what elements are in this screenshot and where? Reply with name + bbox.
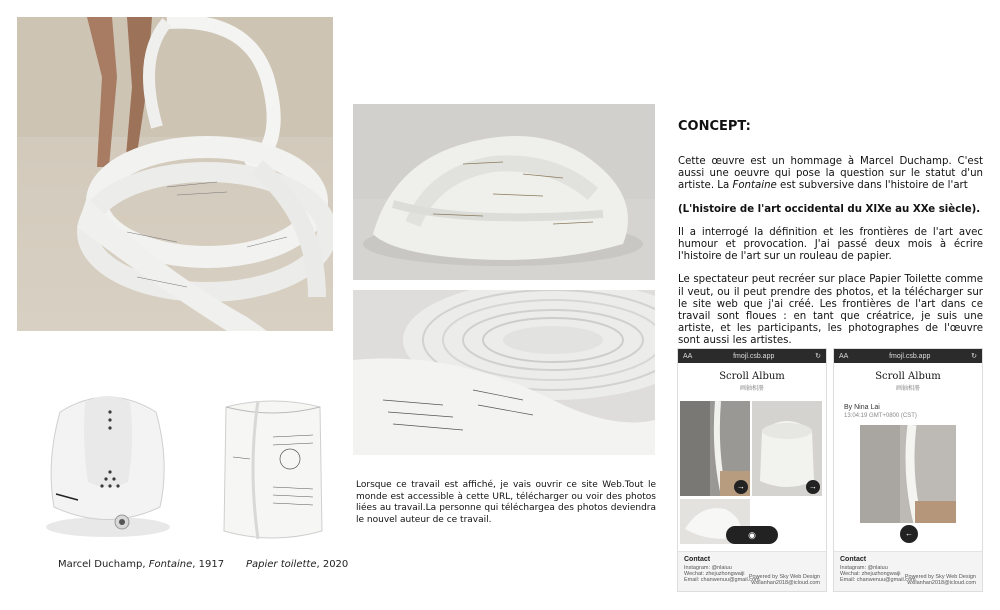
caption-fontaine-year: , 1917 [192,559,225,570]
browser-url-bar [834,349,982,363]
powered-by [749,574,820,586]
powered-by-text: Powered by Sky Web Design [748,574,820,580]
caption-fontaine-title: Fontaine [148,559,193,570]
caption-papier [246,559,348,570]
arrow-right-icon[interactable]: → [806,480,820,494]
contact-footer [834,551,982,591]
photo-person-paper [17,17,333,331]
contact-email[interactable]: Email: chanwenuu@gmail.com [684,577,760,583]
url-text: fmojl.csb.app [889,352,931,360]
photo-detail [860,425,956,523]
caption-fontaine-author: Marcel Duchamp, [58,559,146,570]
photo-paper-spiral [353,290,655,455]
caption-papier-year: , 2020 [316,559,349,570]
concept-paragraph-3: Il a interrogé la définition et les frontières de l'art avec humour et provocation. J'ai passé deux mois à écrire l'histoire de l'art sur un rouleau de papier. [678,226,983,263]
concept-block [678,119,983,348]
concept-title: CONCEPT: [678,119,751,134]
contact-email[interactable]: Email: chanwenuu@gmail.com [840,577,916,583]
camera-icon[interactable]: ◉ [726,526,778,544]
concept-p1-text-b: est subversive dans l'histoire de l'art [776,180,968,192]
concept-p1-text-a: Cette œuvre est un hommage à Marcel Duchamp. C'est aussi une oeuvre qui pose la question sur le statut d'un artiste. La [678,156,983,192]
album-subtitle: 画轴相册 [739,386,764,392]
browser-url-bar [678,349,826,363]
contact-instagram[interactable]: Instagram: @nlaiuu [684,565,732,571]
contact-wechat: Wechat: zhejuzhongwaiji [840,571,901,577]
contact-title: Contact [840,556,867,563]
caption-fontaine [58,559,224,570]
contact-title: Contact [684,556,711,563]
refresh-icon: ↻ [971,353,977,360]
text-size-button: AA [839,352,849,360]
concept-paragraph-1 [678,156,983,193]
text-size-button: AA [683,352,693,360]
contact-footer [678,551,826,591]
photo-papier-toilette [218,397,328,545]
contact-instagram[interactable]: Instagram: @nlaiuu [840,565,888,571]
concept-paragraph-4: Le spectateur peut recréer sur place Papier Toilette comme il veut, ou il peut prendre des photos, et la télécharger sur le site web que j'ai créé. Les frontières de l'art dans ce travail sont floues : en tant que créatrice, je suis une artiste, et les participants, les photographes de l'œuvre sont aussi les artistes. [678,274,983,347]
arrow-right-icon[interactable]: → [734,480,748,494]
album-title: Scroll Album [875,371,941,382]
powered-by-text: Powered by Sky Web Design [904,574,976,580]
contact-wechat: Wechat: zhejuzhongwaiji [684,571,745,577]
caption-papier-title: Papier toilette [246,559,317,570]
powered-by-email[interactable]: wxilanhan2018@icloud.com [907,580,976,586]
middle-description: Lorsque ce travail est affiché, je vais ouvrir ce site Web.Tout le monde est accessible à cette URL, télécharger ou voir des photos liées au travail.La personne qui téléchargea des photos deviendra le nouvel auteur de ce travail. [356,480,656,525]
powered-by [905,574,976,586]
album-subtitle: 画轴相册 [895,386,920,392]
arrow-left-icon[interactable]: ← [900,525,918,543]
phone-screenshot-photo [833,348,983,592]
concept-p1-italic: Fontaine [732,180,777,192]
album-title: Scroll Album [719,371,785,382]
concept-paragraph-2: (L'histoire de l'art occidental du XIXe au XXe siècle). [678,203,981,215]
powered-by-email[interactable]: wxilanhan2018@icloud.com [751,580,820,586]
refresh-icon: ↻ [815,353,821,360]
phone-screenshot-album [677,348,827,592]
photo-author: By Nina Lai [844,404,880,411]
url-text: fmojl.csb.app [733,352,775,360]
photo-paper-pile [353,104,655,280]
photo-fontaine [30,382,180,542]
photo-date: 13:04:19 GMT+0800 (CST) [844,413,917,419]
